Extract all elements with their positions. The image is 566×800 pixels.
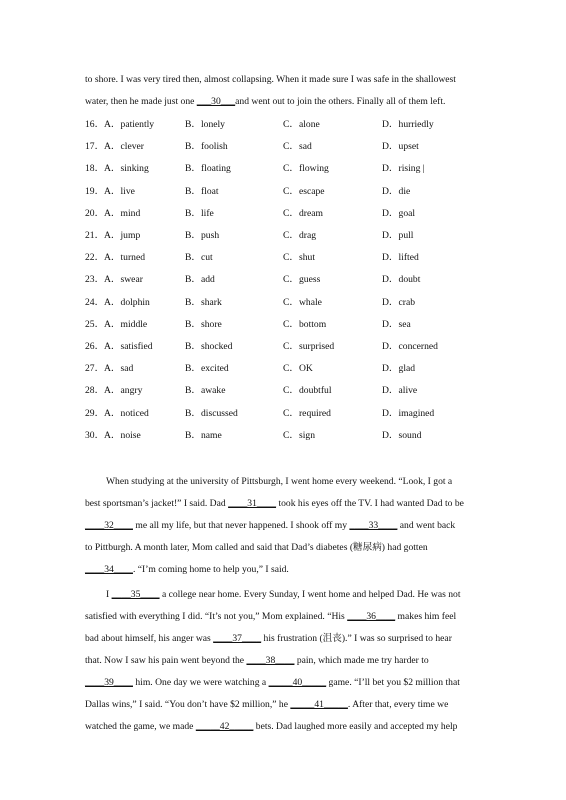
answer-blank: ____33____ (349, 520, 398, 531)
option-b: B．foolish (185, 141, 228, 153)
passage2-line (85, 564, 289, 576)
question-row (85, 252, 505, 264)
text-run: I (106, 589, 112, 600)
option-d: D．goal (382, 207, 416, 219)
passage2-line (85, 699, 448, 711)
text-run: game. “I’ll bet you $2 million that (326, 677, 460, 688)
option-c: C．alone (283, 119, 320, 130)
option-b: B．push (185, 230, 220, 241)
option-c: C．bottom (283, 318, 327, 330)
question-row (85, 119, 505, 131)
question-number: 17． (85, 141, 105, 153)
option-a: A．mind (104, 207, 141, 219)
question-row (85, 408, 505, 420)
option-a: A．turned (104, 252, 146, 264)
answer-blank: ____36____ (347, 611, 396, 622)
question-row (85, 297, 505, 309)
option-b: B．discussed (185, 407, 238, 419)
option-a: A．jump (104, 230, 141, 241)
answer-blank: ____31____ (228, 498, 277, 509)
option-b: B．float (185, 185, 219, 197)
question-row (85, 363, 505, 375)
text-run: . “I’m coming home to help you,” I said. (132, 564, 289, 575)
text-run: and went back (397, 520, 456, 531)
text-run: watched the game, we made (85, 721, 196, 732)
option-b: B．excited (185, 363, 229, 375)
question-row (85, 430, 505, 442)
text-run: satisfied with everything I did. “It’s not you,” Mom explained. “His (85, 611, 348, 622)
answer-blank: ____34____ (85, 564, 133, 575)
text-run: that. Now I saw his pain went beyond the (85, 655, 247, 666)
option-d: D．rising | (382, 163, 425, 175)
text-run: water, then he made just one (85, 96, 197, 107)
option-c: C．doubtful (283, 385, 332, 397)
text-run: bad about himself, his anger was (85, 633, 214, 644)
passage2-line (85, 520, 455, 532)
option-c: C．sad (283, 141, 312, 153)
option-c: C．surprised (283, 341, 335, 352)
answer-blank: ____37____ (213, 633, 262, 644)
question-row (85, 141, 505, 153)
text-run: a college near home. Every Sunday, I went home and helped Dad. He was not (159, 589, 461, 600)
question-number: 16． (85, 119, 105, 130)
option-d: D．concerned (382, 341, 438, 352)
text-run: makes him feel (395, 611, 457, 622)
question-number: 18． (85, 163, 105, 175)
text-run: . After that, every time we (347, 699, 449, 710)
question-number: 28． (85, 385, 105, 397)
option-a: A．swear (104, 274, 143, 286)
passage2-line (106, 589, 461, 601)
option-d: D．glad (382, 363, 416, 375)
question-row (85, 230, 505, 242)
option-a: A．sad (104, 363, 134, 375)
passage2-line (85, 655, 429, 667)
option-c: C．OK (283, 363, 313, 375)
option-a: A．noticed (104, 407, 149, 419)
option-c: C．whale (283, 296, 322, 308)
option-c: C．drag (283, 230, 317, 241)
answer-blank: _____41_____ (290, 699, 348, 710)
option-b: B．shark (185, 296, 222, 308)
text-run: to Pittburgh. A month later, Mom called and said that Dad’s diabetes (糖尿病) had gotten (85, 542, 428, 553)
passage2-line (85, 542, 428, 554)
text-run: his frustration (沮丧).” I was so surprised to hear (261, 633, 452, 644)
option-c: C．escape (283, 185, 325, 197)
text-run: me all my life, but that never happened. I shook off my (132, 520, 350, 531)
passage1-line (85, 96, 445, 108)
question-number: 30． (85, 429, 105, 441)
option-d: D．die (382, 185, 411, 197)
option-d: D．doubt (382, 274, 421, 286)
option-d: D．crab (382, 296, 416, 308)
option-d: D．sea (382, 318, 411, 330)
passage1-line (85, 74, 456, 86)
answer-blank: _____42_____ (195, 721, 254, 732)
text-run: When studying at the university of Pittsburgh, I went home every weekend. “Look, I got a (106, 476, 453, 487)
passage2-line (106, 476, 452, 488)
question-row (85, 274, 505, 286)
question-row (85, 341, 505, 353)
question-number: 22． (85, 252, 105, 264)
option-b: B．awake (185, 385, 226, 397)
question-number: 25． (85, 318, 105, 330)
question-number: 23． (85, 274, 105, 286)
question-row (85, 186, 505, 198)
option-c: C．guess (283, 274, 321, 286)
option-d: D．imagined (382, 407, 435, 419)
option-c: C．sign (283, 429, 315, 441)
question-row (85, 208, 505, 220)
answer-blank: ____39____ (85, 677, 133, 688)
passage2-line (85, 498, 464, 510)
text-run: bets. Dad laughed more easily and accepted my help (253, 721, 458, 732)
question-number: 19． (85, 185, 105, 197)
option-a: A．dolphin (104, 296, 150, 308)
option-b: B．shore (185, 318, 222, 330)
option-b: B．add (185, 274, 215, 286)
option-b: B．lonely (185, 119, 225, 130)
option-b: B．name (185, 429, 222, 441)
question-number: 24． (85, 296, 105, 308)
passage2-line (85, 677, 460, 689)
text-run: to shore. I was very tired then, almost collapsing. When it made sure I was safe in the shallowest (85, 74, 456, 85)
question-row (85, 385, 505, 397)
passage2-line (85, 611, 456, 623)
option-c: C．shut (283, 252, 315, 264)
question-number: 26． (85, 341, 105, 352)
option-d: D．lifted (382, 252, 419, 264)
question-number: 27． (85, 363, 105, 375)
option-d: D．alive (382, 385, 418, 397)
option-d: D．hurriedly (382, 119, 434, 130)
option-d: D．pull (382, 230, 414, 241)
text-run: took his eyes off the TV. I had wanted Dad to be (276, 498, 464, 509)
passage2-line (85, 721, 457, 733)
question-number: 20． (85, 207, 105, 219)
option-d: D．sound (382, 429, 422, 441)
option-a: A．live (104, 185, 135, 197)
question-number: 21． (85, 230, 105, 241)
answer-blank: ____32____ (85, 520, 133, 531)
answer-blank: ____38____ (246, 655, 295, 666)
option-b: B．floating (185, 163, 231, 175)
option-b: B．life (185, 207, 214, 219)
option-a: A．middle (104, 318, 148, 330)
option-c: C．dream (283, 207, 323, 219)
text-run: him. One day we were watching a (132, 677, 269, 688)
question-row (85, 163, 505, 175)
answer-blank: ___30___ (196, 96, 236, 107)
option-a: A．clever (104, 141, 144, 153)
answer-blank: ____35____ (111, 589, 160, 600)
option-a: A．angry (104, 385, 143, 397)
option-b: B．cut (185, 252, 213, 264)
option-b: B．shocked (185, 341, 233, 352)
option-d: D．upset (382, 141, 419, 153)
text-run: Dallas wins,” I said. “You don’t have $2 million,” he (85, 699, 291, 710)
text-run: best sportsman’s jacket!” I said. Dad (85, 498, 229, 509)
option-c: C．required (283, 407, 331, 419)
question-row (85, 319, 505, 331)
option-a: A．satisfied (104, 341, 153, 352)
question-number: 29． (85, 407, 105, 419)
text-run: and went out to join the others. Finally all of them left. (235, 96, 446, 107)
option-c: C．flowing (283, 163, 329, 175)
option-a: A．sinking (104, 163, 149, 175)
option-a: A．noise (104, 429, 141, 441)
text-run: pain, which made me try harder to (294, 655, 429, 666)
answer-blank: _____40_____ (268, 677, 327, 688)
passage2-line (85, 633, 452, 645)
option-a: A．patiently (104, 119, 155, 130)
